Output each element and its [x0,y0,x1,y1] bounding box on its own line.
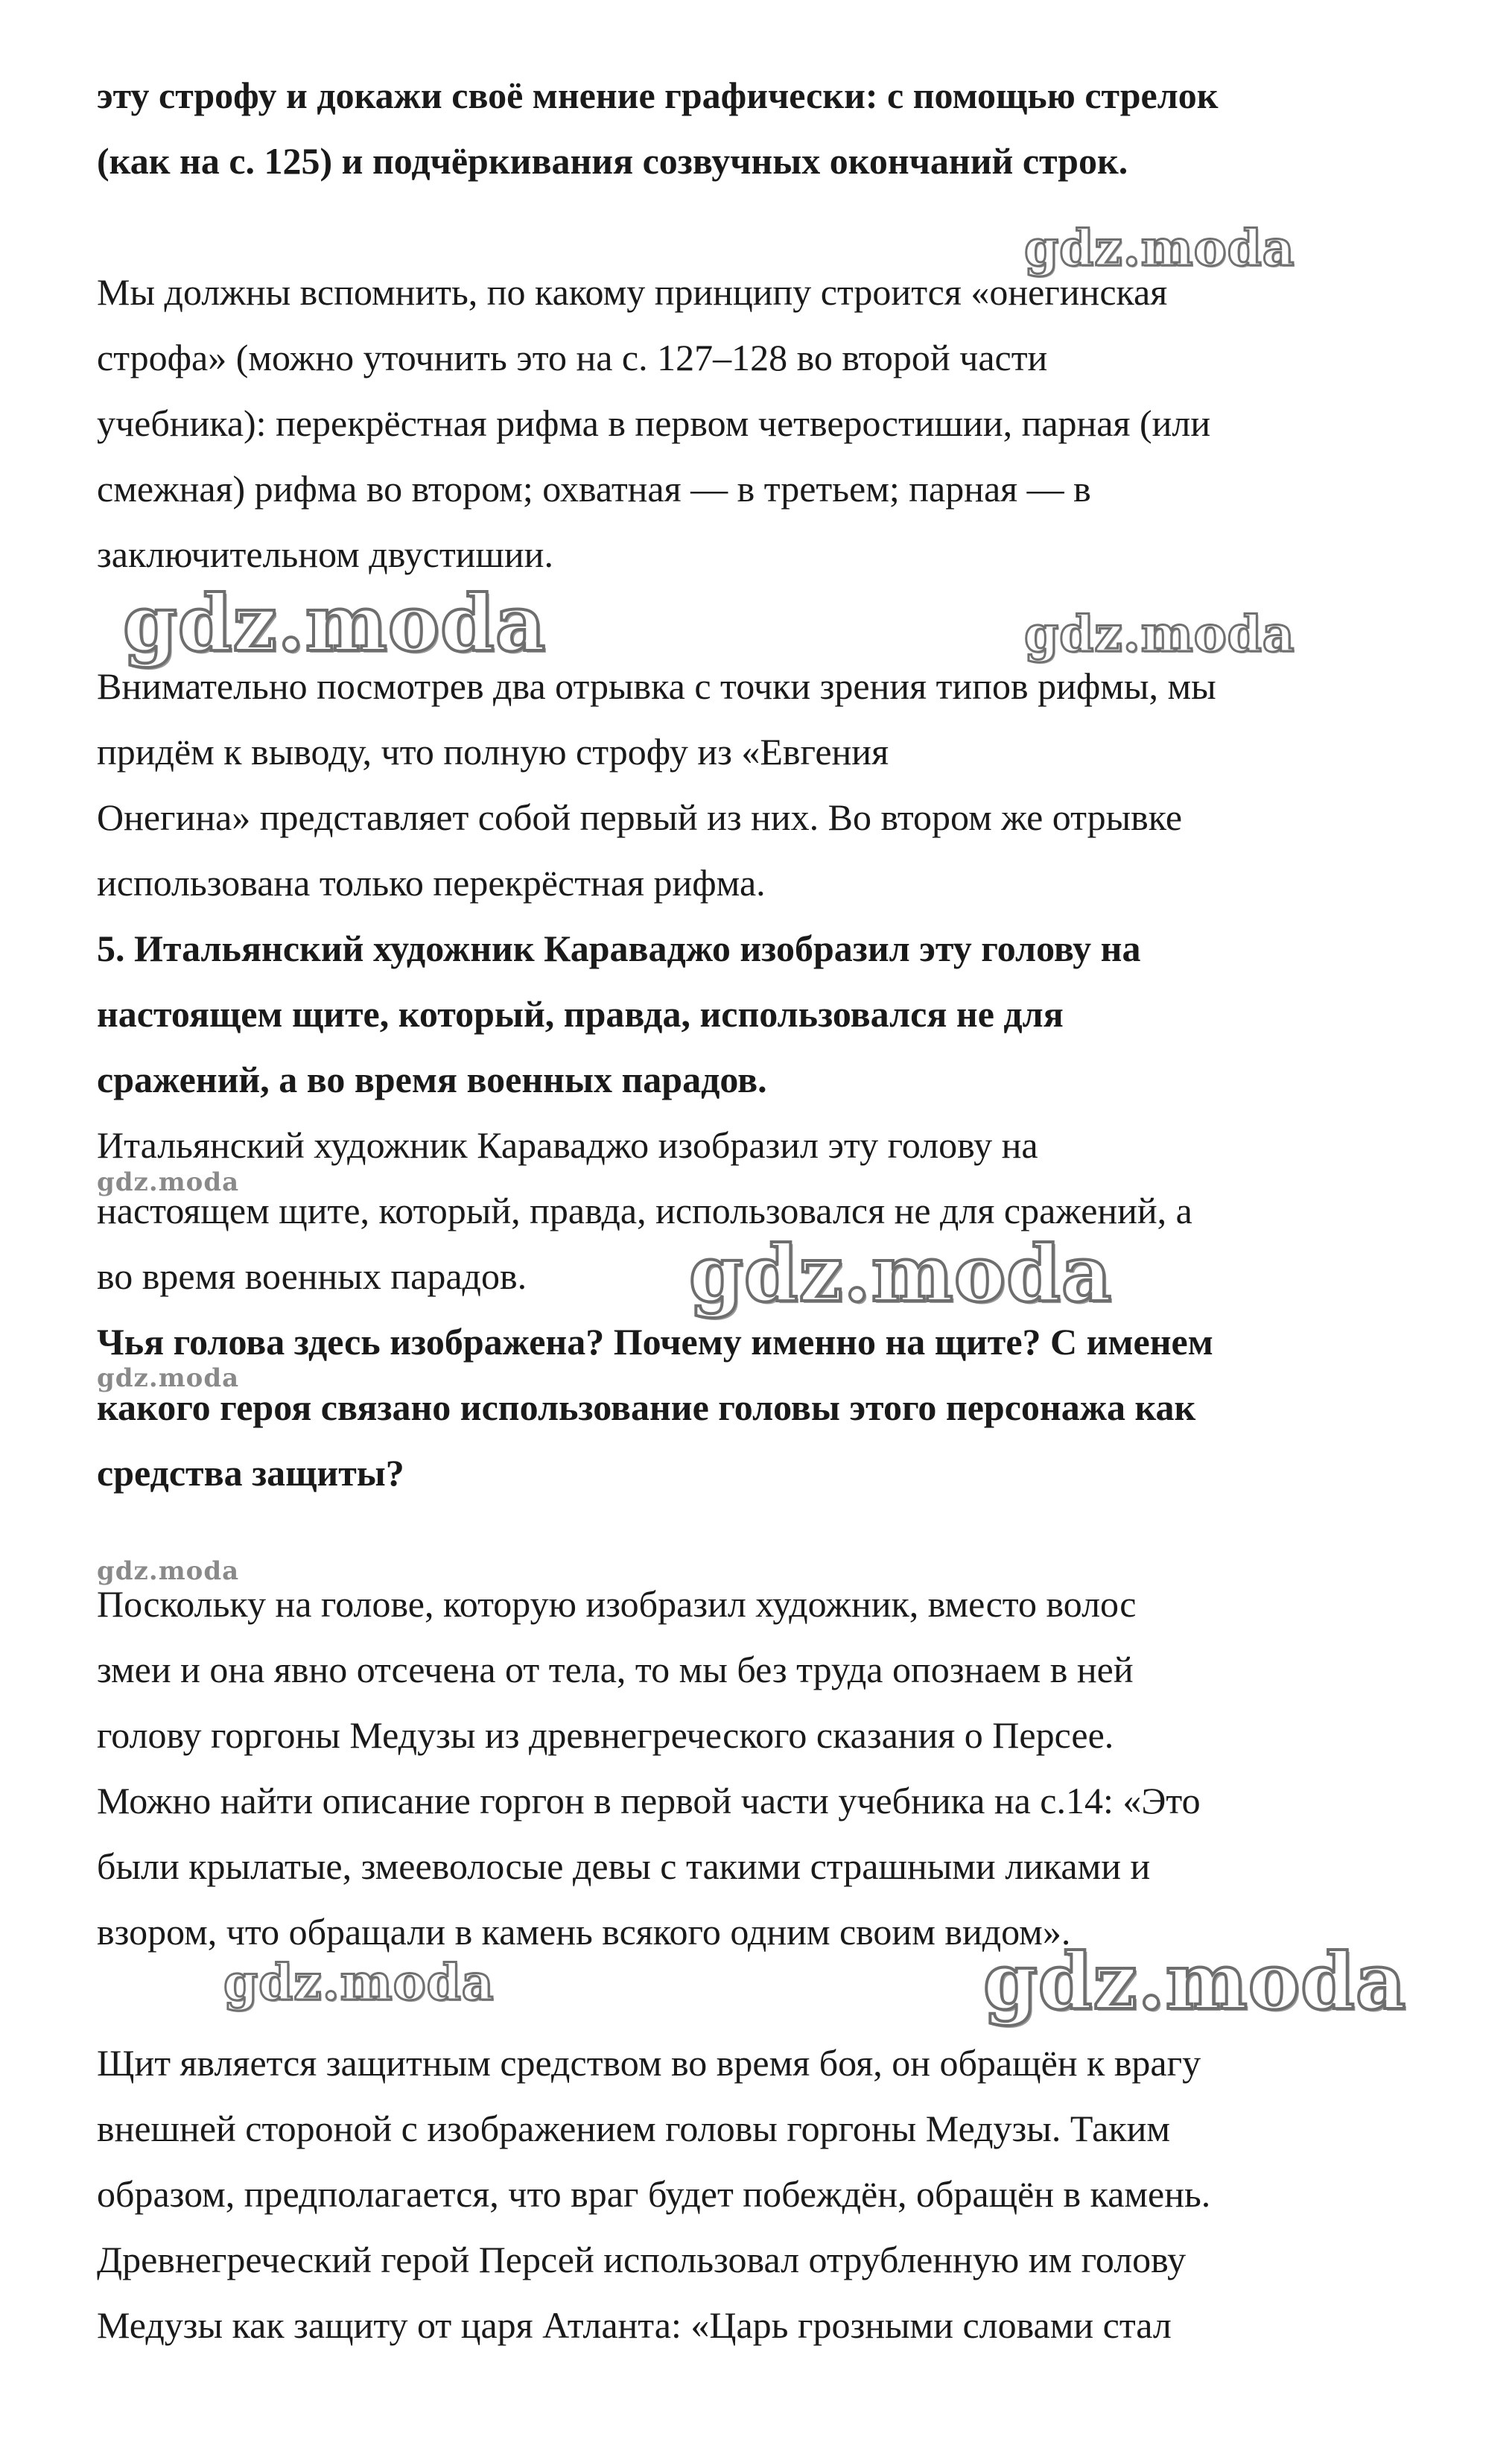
text-line: смежная) рифма во втором; охватная — в третьем; парная — в [97,468,1091,510]
text-line: Чья голова здесь изображена? Почему именно на щите? С именем [97,1321,1213,1363]
text-line: голову горгоны Медузы из древнегреческого сказания о Персее. [97,1714,1114,1756]
watermark-logo: gdz.moda [223,1953,495,2011]
answer-paragraph-shield [97,2030,1438,2358]
watermark-logo: gdz.moda [97,1167,240,1197]
text-line: учебника): перекрёстная рифма в первом четверостишии, парная (или [97,402,1211,444]
text-line: Итальянский художник Караваджо изобразил эту голову на [97,1124,1038,1166]
text-line: эту строфу и докажи своё мнение графически: с помощью стрелок [97,74,1219,116]
watermark-logo: gdz.moda [1024,605,1295,663]
watermark-logo: gdz.moda [123,577,547,669]
text-line: Внимательно посмотрев два отрывка с точки зрения типов рифмы, мы [97,665,1216,707]
text-line: использована только перекрёстная рифма. [97,862,766,904]
text-line: сражений, а во время военных парадов. [97,1059,767,1100]
text-line: змеи и она явно отсечена от тела, то мы без труда опознаем в ней [97,1649,1134,1690]
task-5-heading [97,916,1438,1112]
text-line: настоящем щите, который, правда, использовался не для [97,993,1064,1035]
text-line: 5. Итальянский художник Караваджо изобразил эту голову на [97,928,1141,969]
text-line: внешней стороной с изображением головы горгоны Медузы. Таким [97,2108,1171,2149]
text-line: Щит является защитным средством во время боя, он обращён к врагу [97,2042,1201,2084]
text-line: настоящем щите, который, правда, использовался не для сражений, а [97,1190,1192,1231]
text-line: Онегина» представляет собой первый из них. Во втором же отрывке [97,796,1183,838]
text-line: какого героя связано использование головы этого персонажа как [97,1386,1196,1428]
watermark-logo: gdz.moda [689,1228,1113,1319]
answer-paragraph-medusa [97,1571,1438,1965]
text-line: во время военных парадов. [97,1255,527,1297]
answer-paragraph-rhyme-types [97,653,1438,916]
watermark-logo: gdz.moda [97,1363,240,1393]
text-line: взором, что обращали в камень всякого одним своим видом». [97,1911,1071,1953]
text-line: (как на с. 125) и подчёркивания созвучных окончаний строк. [97,140,1128,182]
text-line: средства защиты? [97,1452,404,1494]
text-line: были крылатые, змееволосые девы с такими страшными ликами и [97,1845,1151,1887]
answer-paragraph-onegin-strophe [97,259,1438,587]
text-line: строфа» (можно уточнить это на с. 127–128 во второй части [97,337,1048,378]
text-line: Древнегреческий герой Персей использовал отрубленную им голову [97,2239,1187,2280]
watermark-logo: gdz.moda [983,1935,1407,2027]
task-text-strophe [97,63,1438,194]
watermark-logo: gdz.moda [97,1556,240,1586]
task-5-question [97,1309,1438,1506]
text-line: Можно найти описание горгон в первой части учебника на с.14: «Это [97,1780,1201,1821]
text-line: заключительном двустишии. [97,533,553,575]
watermark-logo: gdz.moda [1024,219,1295,277]
text-line: Медузы как защиту от царя Атланта: «Царь грозными словами стал [97,2304,1172,2346]
text-line: придём к выводу, что полную строфу из «Евгения [97,731,889,773]
text-line: образом, предполагается, что враг будет побеждён, обращён в камень. [97,2173,1211,2215]
text-line: Мы должны вспомнить, по какому принципу строится «онегинская [97,271,1168,313]
text-line: Поскольку на голове, которую изобразил художник, вместо волос [97,1583,1137,1625]
